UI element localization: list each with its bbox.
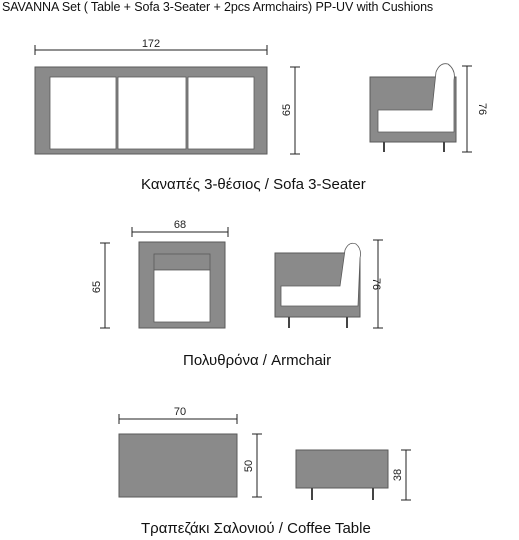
sofa-top-view — [35, 67, 267, 154]
sofa-side-view — [370, 64, 456, 152]
sofa-depth-label: 65 — [281, 103, 293, 117]
armchair-height-label: 76 — [370, 277, 382, 291]
armchair-height-dimension — [370, 240, 383, 328]
armchair-side-view — [275, 243, 361, 328]
table-width-dimension — [119, 406, 237, 424]
table-caption: Τραπεζάκι Σαλονιού / Coffee Table — [141, 520, 371, 537]
armchair-width-dimension — [132, 219, 228, 237]
table-depth-dimension — [243, 434, 262, 497]
armchair-width-label: 68 — [173, 219, 187, 231]
page-title: SAVANNA Set ( Table + Sofa 3-Seater + 2pcs Armchairs) PP-UV with Cushions — [2, 0, 434, 14]
sofa-depth-dimension — [281, 67, 300, 154]
sofa-height-dimension — [462, 66, 488, 152]
armchair-depth-label: 65 — [91, 280, 103, 294]
armchair-top-view — [139, 242, 225, 328]
table-depth-label: 50 — [243, 459, 255, 473]
armchair-depth-dimension — [91, 243, 110, 328]
armchair-caption: Πολυθρόνα / Armchair — [183, 352, 332, 369]
table-top-view — [119, 434, 237, 497]
sofa-height-label: 76 — [476, 102, 488, 116]
table-height-dimension — [392, 450, 411, 500]
sofa-caption: Καναπές 3-θέσιος / Sofa 3-Seater — [141, 176, 366, 193]
table-width-label: 70 — [173, 406, 187, 418]
table-side-view — [296, 450, 388, 500]
table-height-label: 38 — [392, 468, 404, 482]
sofa-width-label: 172 — [141, 38, 161, 50]
sofa-width-dimension — [35, 38, 267, 55]
